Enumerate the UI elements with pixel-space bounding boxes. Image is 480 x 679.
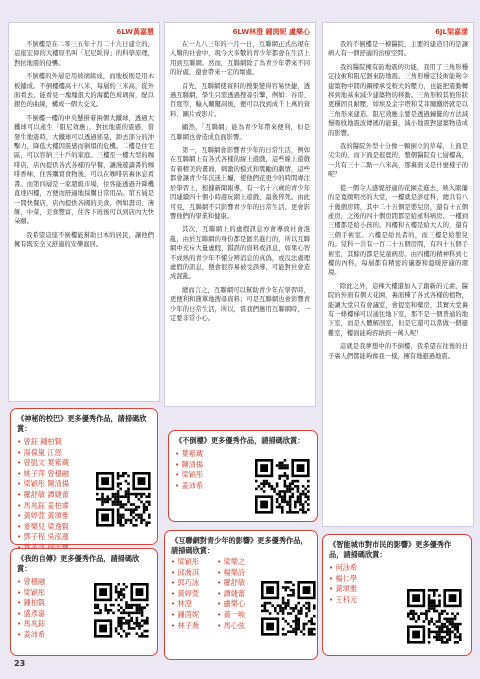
paragraph: 除此之外，這棟大樓還加入了創新的元素，醫院的外面有個天花園，裏面種了各式各樣的植物，能讓大堂只有會議室，會提室和藥房，其實大堂裏有一條樓梯可以通往地下室，那不是一個普通的地下室，而是人體解剖室，但是它還可以當做一個避難室，樓面能夠容納到一萬人呢！ [328, 282, 468, 337]
paragraph: 其次，互聯網上的虛假訊息亦會導致社會混亂，由於互聯網的身份都是匿名進行的，所以互聯網中充斥大量虛假、錯誤的資料或訊息，如果心智不成熟的青少年不懂分辨消息的真偽，或沒法處理虛假的訊息，便會很容易被受誤導，可能對社會造成混亂。 [170, 226, 310, 281]
box-title: 《智能城市對市民的影響》更多優秀作品，請掃碼欣賞： [329, 540, 452, 559]
student-name: • 羅舒敏 [217, 578, 245, 589]
qr-pattern [96, 472, 151, 527]
more-works-box-internet [164, 530, 318, 660]
article-body [328, 40, 468, 361]
paragraph: 不倒樓一樓的中央懸掛着兩個大鐵球，透過大鐵球可以產生「阻尼效應」，對抗地震的震感，當發生地震時，大鐵球可以透過搖晃，卸去部分的沖擊力，降低大樓因震感而倒塌的危機。二樓是住宅區，可以容納三十戶的家庭。三樓至一樓大型的咖啡店，店內提供各式各樣的早餐，讓漫遊讀書的咖啡香味，住客購買食物後，可以在咖啡店裏休息看書。而第四層是一家超級市場，住客能透過升降機直達四樓，方便而舒適地採購日常用品。第五層是一間快餐店，店內提供各國的美食，例如壽司、薄餅、中菜，美食豐富，住客下班後可以到店內大快朵頤。 [14, 114, 154, 226]
student-name: • 何泳希 [329, 563, 465, 574]
qr-pattern [255, 459, 310, 514]
paragraph: 從一個令人感覺舒適的花園走進去，映入眼簾的是寬敞明亮的大堂，一樓就是診症科，總共有八十幾個房間，其中二十五個是嬰兒房，還有十五個產房，之後的四十個房間都是給產科病房。一樓到三樓都是給小孩的。四樓和五樓是給大人的，還有三個手術室。六樓是給長者的，而三樓是給嬰兒的。兒科一共有一百二十五個房間，有四十五個手術室，其餘的都是兒童病房。由四樓的精神科到七樓的內科，每層都有精密的儀器和溫暖舒適的環境。 [328, 184, 468, 277]
qr-code[interactable] [96, 472, 151, 527]
student-name: • 葉紫蔵 [175, 449, 311, 460]
student-name: • 湯葆嵐 江悠 [17, 448, 151, 459]
student-name: • 梁穎彤 [171, 557, 199, 568]
student-name: • 麥樂兒 梁逸賢 [17, 522, 151, 533]
qr-pattern [261, 581, 316, 636]
qr-code[interactable] [407, 589, 462, 644]
student-name: • 林子喬 [171, 621, 199, 632]
article-body [170, 40, 310, 323]
article-column-1 [8, 22, 160, 402]
paragraph: 總而言之，互聯網可以幫助青少年在學習時，更便利和簡單地搜尋資料；可是互聯網也會影響青少年的日常生活，所以，當我們應用互聯網時，一定要非常小心。 [170, 286, 310, 322]
paragraph: 我的不倒樓是一棟醫院，主要的建造目的是讓病人有一個舒適的治療空間。 [328, 41, 468, 58]
qr-pattern [407, 589, 462, 644]
student-name: • 馬兆鈺 [17, 619, 151, 630]
qr-code[interactable] [261, 581, 316, 636]
paragraph: 我的醫院擁有防地震的功能，我用了三角形穩定技術和阻尼器來防地震。三角形穩定技術能夠令建築物中間的鋼樑承受較大的壓力，也能把震動轉移到地基來減少建築物的移動。三角形較其他形狀更穩固且耐壓，如埃及金字塔和艾菲爾鐵塔就是以三角形來建造。阻尼效應主要是透過鐘擺的方法減慢吸收地震波傳遞的能量，減小地震對建築物造成的影響。 [328, 63, 468, 137]
student-name: • 梁穎彤 [17, 588, 151, 599]
student-name: • 黃頌雅 [329, 584, 465, 595]
student-name: • 郭巧泳 [171, 578, 199, 589]
paragraph: 首先，互聯網使資料的搜集變得容易快捷，透過互聯網，學生只需透過搜尋引擎，例如：谷哥、百度等，輸入關鍵詞後，便可以找到成千上萬的資料、圖片或影片。 [170, 82, 310, 118]
student-name: • 黃婷萱 [171, 589, 199, 600]
student-name: • 鍾柏賢 [17, 598, 151, 609]
paragraph: 我的醫院外型十分像一顆倒立的草莓，上面是尖尖的，而下面是很寬的，整個醫院有七層樓高，一共有三十二點一八米高，那裏面又是什麼樣子的呢？ [328, 143, 468, 179]
student-name: • 林澄 [171, 599, 199, 610]
name-list [217, 557, 245, 631]
paragraph: 不倒樓是在二零三五年十月二十九日建立的，這座宏偉的大樓原名叫「尼尼臥得」的科學原理，對抗地震的侵襲。 [14, 41, 154, 67]
name-list [171, 557, 199, 631]
student-name: • 姜沛希 [17, 630, 151, 641]
qr-pattern [94, 583, 149, 638]
student-name: • 楊仁學 [329, 574, 465, 585]
student-name: • 邱喬淇 [171, 568, 199, 579]
paragraph: 在一九八三年的一月一日，互聯網正式出現在人類的社會中，現今大多數的青少年都會在生活上用到互聯網。然而，互聯網除了為青少年帶來不同的好處，還會帶來一定的壞處。 [170, 41, 310, 77]
article-column-2 [164, 22, 316, 407]
student-name: • 曾凱文 葉紫蔵 [17, 458, 151, 469]
author-byline: 6LW黃嘉慧 [116, 28, 154, 36]
student-name: • 梁穎彤 [175, 470, 311, 481]
student-name: • 馬兆鈺 姜柏睿 [17, 501, 151, 512]
student-name: • 曾鈺 鍾柏賢 [17, 437, 151, 448]
student-name: • 鄧子程 吳泓蓮 [17, 532, 151, 543]
student-name: • 馬心弦 [217, 621, 245, 632]
student-name: • 楊樂詩 [217, 568, 245, 579]
more-works-box-smart-city [322, 534, 472, 656]
more-works-box-school-bus [10, 408, 158, 545]
student-name: • 黃婷萱 黃頌雅 [17, 511, 151, 522]
student-name: • 盛彥嘉 [17, 609, 151, 620]
article-body [14, 40, 154, 250]
student-name: • 黃一峻 [217, 610, 245, 621]
paragraph: 這就是我夢想中的不倒樓，我希望在往後的日子裏人們都能夠像我一樣，擁有地避過地震。 [328, 343, 468, 360]
paragraph: 第一，互聯網會影響青少年的日常生活，例如在互聯網上有各式各樣的線上遊戲，這些線上遊戲有着精美的畫面，刺激的模式和獎勵的劇情，這些都會讓青少年沉迷上癮，使他們花更少的時間專注於學習上，根據新聞報導，有一名十六歲的青少年因連續四十個小時遊玩網上遊戲，最後猝死。由此可見，互聯網不只影響青少年的日常生活，更會影響他們的學業和健康。 [170, 147, 310, 220]
qr-code[interactable] [94, 583, 149, 638]
page-number: 23 [14, 659, 26, 668]
more-works-box-building [168, 430, 318, 522]
student-name: • 王科元 [329, 595, 465, 606]
student-name: • 姚子萍 曾穩融 [17, 469, 151, 480]
student-name: • 譚婕蕾 [217, 589, 245, 600]
box-title: 《神秘的校巴》更多優秀作品，請掃碼欣賞： [17, 414, 147, 433]
box-title: 《互聯網對青少年的影響》更多優秀作品，請掃碼欣賞： [171, 536, 308, 555]
student-name: • 鍾茵妮 [171, 610, 199, 621]
student-name: • 梁穎彤 陳清揚 [17, 479, 151, 490]
more-works-box-autobiography [10, 548, 158, 656]
box-title: 《不倒樓》更多優秀作品，請掃碼欣賞： [175, 436, 305, 445]
author-byline: 6JL梁嘉漾 [435, 28, 468, 36]
box-title: 《我的自傳》更多優秀作品，請掃碼欣賞： [17, 554, 140, 573]
paragraph: 顧然，「互聯網」能為青少年帶來便利，但是互聯網也會造成負面影響。 [170, 124, 310, 141]
qr-code[interactable] [255, 459, 310, 514]
student-name: • 羅舒敏 譚婕蕾 [17, 490, 151, 501]
student-name: • 曾穩融 [17, 577, 151, 588]
student-name: • 姜沛希 [175, 481, 311, 492]
student-name: • 盧樂心 [217, 599, 245, 610]
student-name: • 梁樂之 [217, 557, 245, 568]
article-column-3 [322, 22, 474, 527]
author-byline: 6LW林澄 鍾茵妮 盧樂心 [232, 28, 310, 36]
paragraph: 我希望這座不倒樓能幫助日本的居民，讓他們擁有既安全又舒適的安樂窩居。 [14, 231, 154, 249]
student-name: • 陳清揚 [175, 460, 311, 471]
paragraph: 不倒樓的外層是用玻璃組成，而地板則是用木板鋪成。不倒樓樓高十八米，每層約三米高，從外面看去，能看見一塊塊很大的海藍色玻璃窗，配以銀色的曲線，構成一個大交叉。 [14, 73, 154, 109]
